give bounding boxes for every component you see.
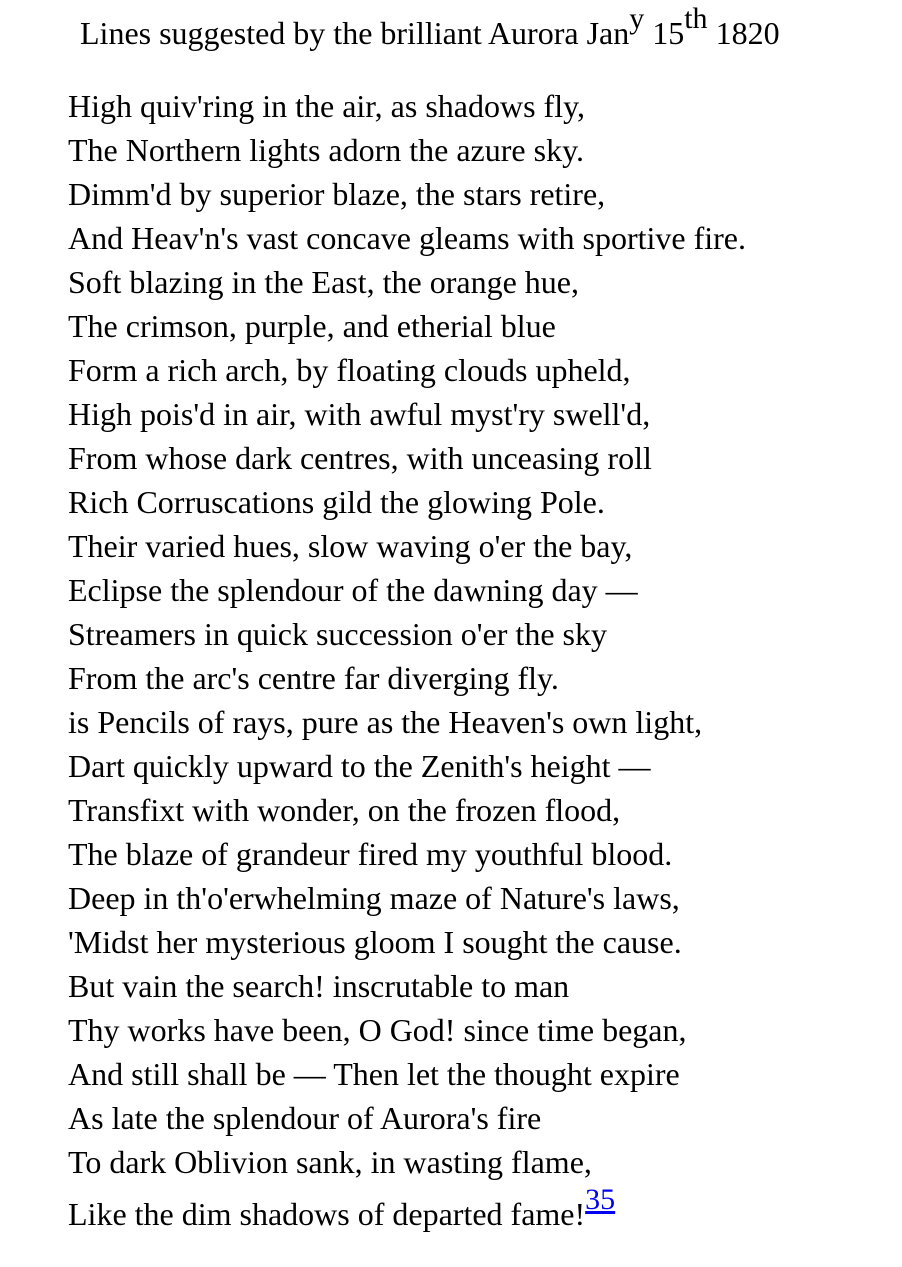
poem-line: Dart quickly upward to the Zenith's height —: [68, 748, 651, 784]
title-year: 1820: [715, 15, 780, 51]
poem-line: But vain the search! inscrutable to man: [68, 968, 570, 1004]
poem-line: Soft blazing in the East, the orange hue,: [68, 264, 579, 300]
poem-line: And Heav'n's vast concave gleams with sportive fire.: [68, 220, 746, 256]
poem-line: To dark Oblivion sank, in wasting flame,: [68, 1144, 592, 1180]
poem-line: Eclipse the splendour of the dawning day —: [68, 572, 638, 608]
poem-line: The Northern lights adorn the azure sky.: [68, 132, 584, 168]
poem-last-line: [68, 1184, 746, 1236]
poem-line: The blaze of grandeur fired my youthful blood.: [68, 836, 673, 872]
poem-line: As late the splendour of Aurora's fire: [68, 1100, 542, 1136]
title-month-superscript: y: [629, 2, 645, 36]
title-day: 15: [652, 15, 685, 51]
footnote-link[interactable]: 35: [585, 1183, 616, 1216]
poem-line: Deep in th'o'erwhelming maze of Nature's laws,: [68, 880, 680, 916]
poem-line: Rich Corruscations gild the glowing Pole.: [68, 484, 605, 520]
poem-line: And still shall be — Then let the thought expire: [68, 1056, 680, 1092]
poem-line: Their varied hues, slow waving o'er the bay,: [68, 528, 633, 564]
poem-line: 'Midst her mysterious gloom I sought the cause.: [68, 924, 682, 960]
poem-line: Form a rich arch, by floating clouds upheld,: [68, 352, 631, 388]
poem-line: Streamers in quick succession o'er the sky: [68, 616, 607, 652]
poem-line: is Pencils of rays, pure as the Heaven's own light,: [68, 704, 703, 740]
poem-line: From the arc's centre far diverging fly.: [68, 660, 559, 696]
title-text: Lines suggested by the brilliant Aurora Jan: [80, 15, 630, 51]
poem-line: The crimson, purple, and etherial blue: [68, 308, 556, 344]
title-day-superscript: th: [684, 2, 708, 36]
poem-line: Thy works have been, O God! since time began,: [68, 1012, 687, 1048]
poem-line: Dimm'd by superior blaze, the stars retire,: [68, 176, 606, 212]
poem-last-line-text: Like the dim shadows of departed fame!: [68, 1196, 586, 1232]
poem-line: High quiv'ring in the air, as shadows fly,: [68, 88, 585, 124]
poem-line: Transfixt with wonder, on the frozen flood,: [68, 792, 621, 828]
poem-title: [80, 0, 902, 66]
poem-line: High pois'd in air, with awful myst'ry swell'd,: [68, 396, 651, 432]
poem-line: From whose dark centres, with unceasing roll: [68, 440, 652, 476]
poem-body: [68, 84, 746, 1236]
